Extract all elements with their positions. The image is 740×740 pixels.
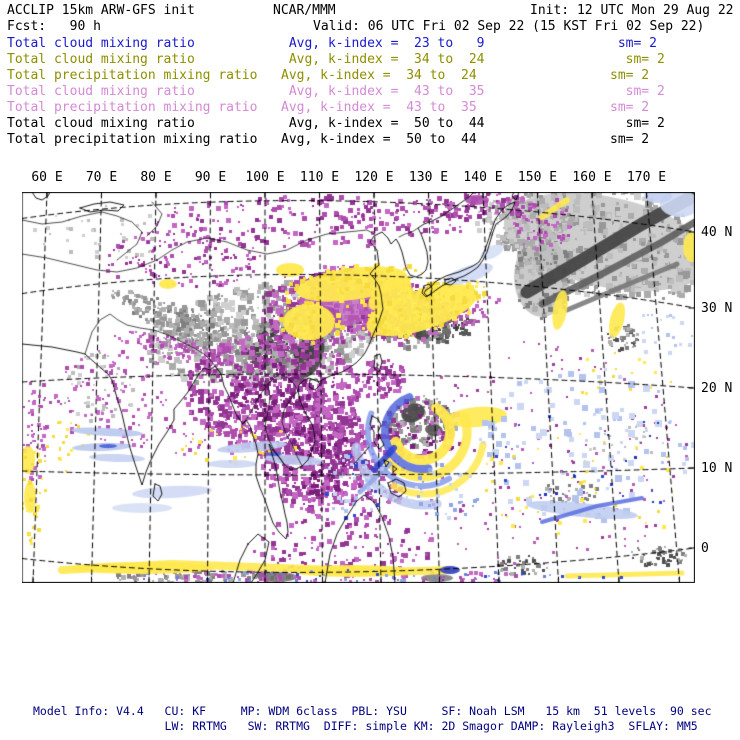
kindex-label: Total precipitation mixing ratio [7,68,258,83]
kindex-avg: Avg, k-index = 50 to 44 [281,132,477,147]
lon-axis-label: 100 E [245,170,285,185]
lon-axis-label: 80 E [140,170,172,185]
kindex-row [0,84,740,99]
kindex-row [0,100,740,115]
forecast-hour-label: Fcst: 90 h [7,19,101,34]
kindex-row [0,132,740,147]
lat-axis-label: 0 [701,541,709,556]
kindex-sm: sm= 2 [610,36,657,51]
kindex-sm: sm= 2 [610,100,650,115]
lat-axis-label: 30 N [701,301,733,316]
lon-axis-label: 140 E [463,170,503,185]
kindex-row [0,68,740,83]
kindex-avg: Avg, k-index = 43 to 35 [281,84,485,99]
kindex-label: Total cloud mixing ratio [7,36,195,51]
lon-axis-label: 170 E [626,170,667,185]
kindex-avg: Avg, k-index = 43 to 35 [281,100,477,115]
lon-axis-label: 70 E [85,170,118,185]
kindex-avg: Avg, k-index = 23 to 9 [281,36,485,51]
lat-axis-label: 10 N [701,461,733,476]
kindex-sm: sm= 2 [610,116,665,131]
init-time-label: Init: 12 UTC Mon 29 Aug 22 [530,3,734,18]
lon-axis-label: 90 E [194,170,227,185]
model-info-line1: Model Info: V4.4 CU: KF MP: WDM 6class PBL: YSU SF: Noah LSM 15 km 51 levels 90 sec [33,704,712,718]
lon-axis-label: 60 E [31,170,63,185]
kindex-sm: sm= 2 [610,52,665,67]
kindex-avg: Avg, k-index = 50 to 44 [281,116,485,131]
lon-axis-label: 150 E [517,170,558,185]
kindex-avg: Avg, k-index = 34 to 24 [281,68,477,83]
valid-time-label: Valid: 06 UTC Fri 02 Sep 22 (15 KST Fri 02 Sep 22) [313,19,705,34]
lon-axis-label: 130 E [408,170,449,185]
lat-axis-label: 40 N [701,225,733,240]
page-title: ACCLIP 15km ARW-GFS init [7,3,195,18]
kindex-label: Total cloud mixing ratio [7,116,195,131]
kindex-label: Total cloud mixing ratio [7,52,195,67]
weather-map-canvas [22,192,695,583]
lon-axis-label: 110 E [299,170,340,185]
kindex-sm: sm= 2 [610,84,665,99]
lon-axis-label: 160 E [572,170,612,185]
lat-axis-label: 20 N [701,381,733,396]
kindex-label: Total precipitation mixing ratio [7,100,258,115]
kindex-avg: Avg, k-index = 34 to 24 [281,52,485,67]
kindex-row [0,52,740,67]
kindex-row [0,36,740,51]
model-info-line2: LW: RRTMG SW: RRTMG DIFF: simple KM: 2D Smagor DAMP: Rayleigh3 SFLAY: MM5 [33,719,698,733]
kindex-sm: sm= 2 [610,68,650,83]
lon-axis-label: 120 E [354,170,394,185]
kindex-sm: sm= 2 [610,132,650,147]
kindex-label: Total precipitation mixing ratio [7,132,258,147]
kindex-row [0,116,740,131]
kindex-label: Total cloud mixing ratio [7,84,195,99]
org-label: NCAR/MMM [273,3,336,18]
